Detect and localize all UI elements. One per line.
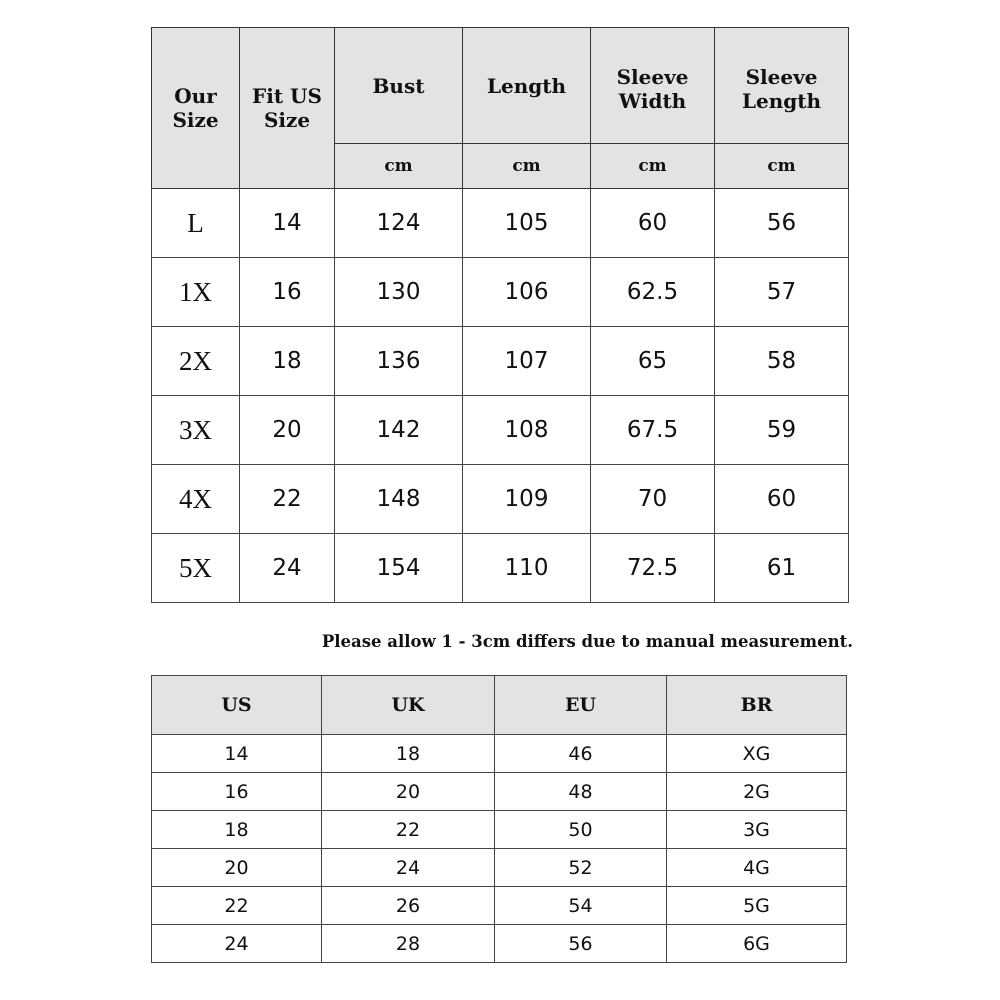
measurement-note: Please allow 1 - 3cm differs due to manual measurement. [321, 632, 853, 651]
table-cell: 65 [591, 327, 715, 396]
table-row [152, 327, 849, 396]
header-sleeve-length-line1: Sleeve [745, 64, 818, 89]
table-cell: 22 [240, 465, 335, 534]
table-cell: 67.5 [591, 396, 715, 465]
table-cell: 22 [152, 887, 322, 925]
table-row [152, 189, 849, 258]
table-cell: 6G [667, 925, 847, 963]
table-cell: 16 [240, 258, 335, 327]
header-uk: UK [322, 676, 495, 735]
header-length: Length [463, 28, 591, 144]
unit-sleeve-width: cm [591, 144, 715, 189]
table-cell: 3G [667, 811, 847, 849]
table-cell: 24 [240, 534, 335, 603]
table-cell: 52 [495, 849, 667, 887]
table-cell: 20 [240, 396, 335, 465]
table-cell: 20 [152, 849, 322, 887]
table-cell: 46 [495, 735, 667, 773]
size-chart-table [151, 27, 849, 603]
table-cell: 57 [715, 258, 849, 327]
table-cell: 56 [715, 189, 849, 258]
table-cell: 154 [335, 534, 463, 603]
table-cell: 109 [463, 465, 591, 534]
table-row [152, 258, 849, 327]
table-cell: 2G [667, 773, 847, 811]
table-row [152, 849, 847, 887]
table-cell: 72.5 [591, 534, 715, 603]
table-cell: L [152, 189, 240, 258]
table-cell: 60 [715, 465, 849, 534]
header-sleeve-length-line2: Length [741, 88, 822, 113]
table-row [152, 396, 849, 465]
header-fit-us-size-line2: Size [263, 108, 311, 132]
table-cell: 70 [591, 465, 715, 534]
header-bust: Bust [335, 28, 463, 144]
table-cell: 58 [715, 327, 849, 396]
table-cell: 107 [463, 327, 591, 396]
table-row [152, 887, 847, 925]
table-cell: 28 [322, 925, 495, 963]
header-fit-us-size-line1: Fit US [252, 84, 322, 108]
table-row [152, 534, 849, 603]
table-cell: 110 [463, 534, 591, 603]
table-cell: 22 [322, 811, 495, 849]
table-cell: 3X [152, 396, 240, 465]
table-cell: 48 [495, 773, 667, 811]
table-cell: 61 [715, 534, 849, 603]
header-sleeve-width-line2: Width [618, 88, 687, 113]
table-cell: 16 [152, 773, 322, 811]
header-sleeve-width [591, 28, 715, 144]
table-cell: 24 [152, 925, 322, 963]
table-cell: 14 [240, 189, 335, 258]
table-cell: 136 [335, 327, 463, 396]
header-br: BR [667, 676, 847, 735]
header-fit-us-size [240, 28, 335, 189]
table-cell: 2X [152, 327, 240, 396]
table-cell: 124 [335, 189, 463, 258]
unit-sleeve-length: cm [715, 144, 849, 189]
table-cell: 148 [335, 465, 463, 534]
table-cell: 5X [152, 534, 240, 603]
table-cell: 59 [715, 396, 849, 465]
table-row [152, 465, 849, 534]
table-cell: 108 [463, 396, 591, 465]
table-row [152, 773, 847, 811]
table-cell: 18 [240, 327, 335, 396]
conversion-table-body [152, 735, 847, 963]
header-our-size [152, 28, 240, 189]
table-cell: 54 [495, 887, 667, 925]
table-cell: 5G [667, 887, 847, 925]
header-our-size-line2: Size [172, 108, 219, 132]
size-conversion-table [151, 675, 847, 963]
header-sleeve-length [715, 28, 849, 144]
unit-length: cm [463, 144, 591, 189]
header-sleeve-width-line1: Sleeve [616, 64, 689, 89]
conversion-header-row [152, 676, 847, 735]
table-cell: 1X [152, 258, 240, 327]
table-cell: 50 [495, 811, 667, 849]
unit-bust: cm [335, 144, 463, 189]
table-cell: 4G [667, 849, 847, 887]
table-cell: 18 [152, 811, 322, 849]
table-cell: 56 [495, 925, 667, 963]
table-row [152, 925, 847, 963]
table-cell: XG [667, 735, 847, 773]
header-our-size-line1: Our [174, 84, 217, 108]
table-cell: 20 [322, 773, 495, 811]
table-cell: 26 [322, 887, 495, 925]
size-table-header-row [152, 28, 849, 144]
header-eu: EU [495, 676, 667, 735]
table-cell: 142 [335, 396, 463, 465]
table-cell: 14 [152, 735, 322, 773]
table-cell: 18 [322, 735, 495, 773]
table-row [152, 811, 847, 849]
size-table-body [152, 189, 849, 603]
table-cell: 4X [152, 465, 240, 534]
table-cell: 106 [463, 258, 591, 327]
header-us: US [152, 676, 322, 735]
table-cell: 60 [591, 189, 715, 258]
table-cell: 105 [463, 189, 591, 258]
table-cell: 130 [335, 258, 463, 327]
table-cell: 62.5 [591, 258, 715, 327]
table-row [152, 735, 847, 773]
table-cell: 24 [322, 849, 495, 887]
